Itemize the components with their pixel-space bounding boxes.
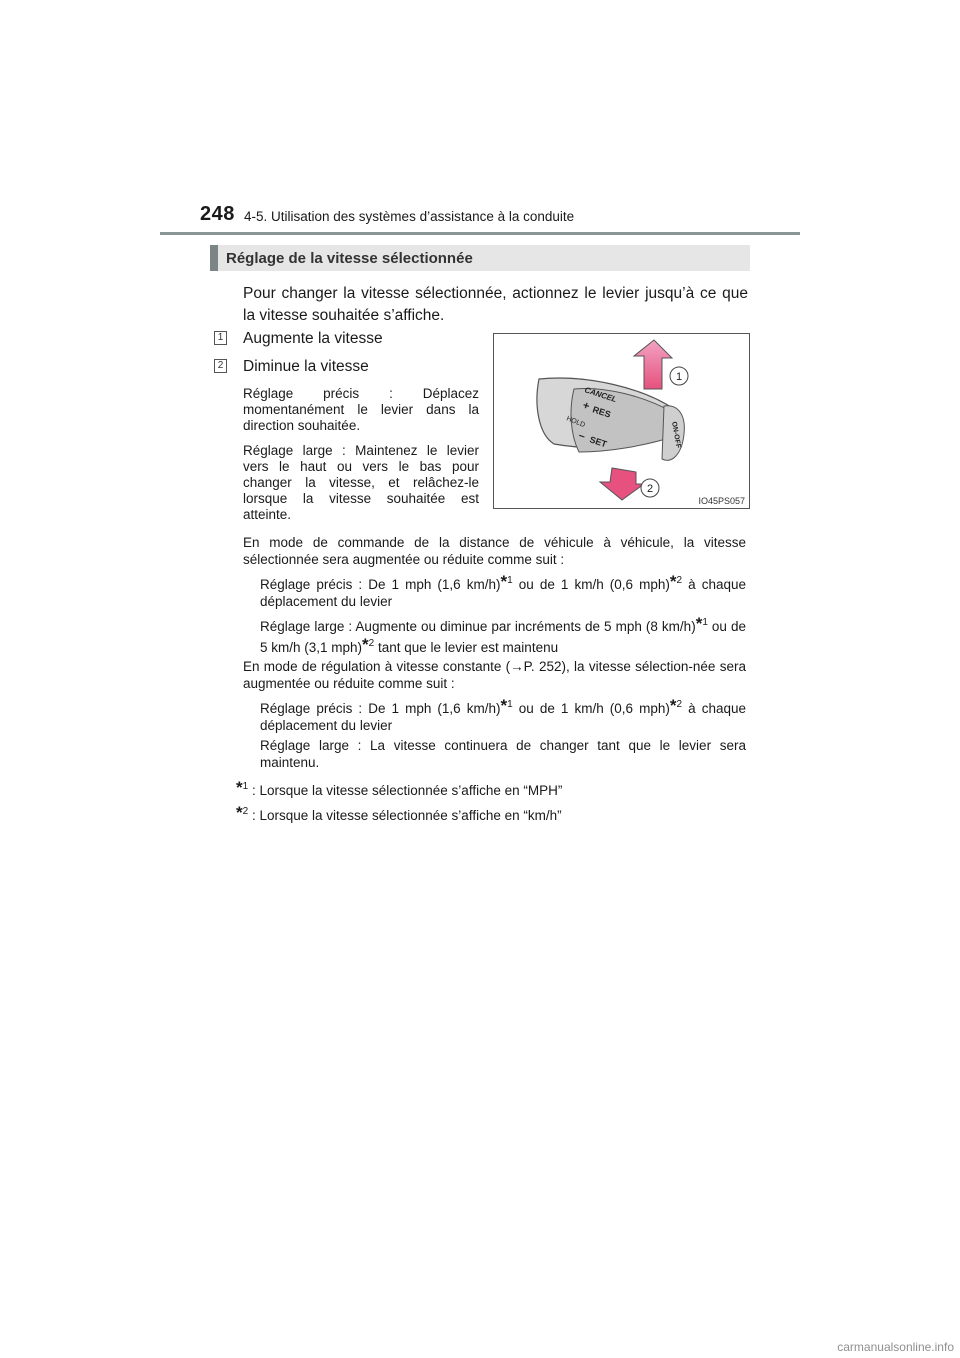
radar-mode-intro: En mode de commande de la distance de véhicule à véhicule, la vitesse sélectionnée sera augmentée ou réduite comme suit : [243, 535, 746, 567]
page-number: 248 [200, 203, 235, 225]
plus-label: + [581, 399, 591, 413]
item-number-2: 2 [214, 359, 227, 373]
watermark: carmanualsonline.info [837, 1340, 954, 1354]
radar-coarse-adjust: Réglage large : Augmente ou diminue par incréments de 5 mph (8 km/h)*$^1$ ou de 5 km/h (3,1 mph)*$^2$ tant que le levier est maintenu [260, 614, 746, 655]
hold-label: HOLD [565, 415, 586, 430]
set-label: SET [588, 434, 609, 450]
down-arrow-icon [600, 468, 644, 500]
lever-face-shape [571, 388, 676, 452]
item-number-1: 1 [214, 331, 227, 345]
footnote-1: *$^1$ : Lorsque la vitesse sélectionnée s’affiche en “MPH” [236, 778, 563, 798]
item-text-increase: Augmente la vitesse [243, 330, 383, 347]
callout-1: 1 [675, 371, 683, 383]
constant-mode-intro: En mode de régulation à vitesse constante (→P. 252), la vitesse sélection-née sera augmentée ou réduite comme suit : [243, 659, 746, 691]
figure-code: IO45PS057 [698, 496, 745, 506]
lever-figure [493, 333, 750, 509]
res-label: RES [591, 404, 613, 420]
footnote-2: *$^2$ : Lorsque la vitesse sélectionnée s’affiche en “km/h” [236, 803, 562, 823]
constant-coarse-adjust: Réglage large : La vitesse continuera de changer tant que le levier sera maintenu. [260, 738, 746, 770]
constant-fine-adjust: Réglage précis : De 1 mph (1,6 km/h)*$^1$ ou de 1 km/h (0,6 mph)*$^2$ à chaque déplacement du levier [260, 696, 746, 733]
detail-fine-adjust: Réglage précis : Déplacez momentanément le levier dans la direction souhaitée. [243, 386, 479, 433]
header-rule [160, 232, 800, 235]
radar-fine-adjust: Réglage précis : De 1 mph (1,6 km/h)*$^1$ ou de 1 km/h (0,6 mph)*$^2$ à chaque déplacement du levier [260, 572, 746, 609]
callout-2: 2 [646, 483, 654, 495]
minus-label: – [577, 429, 587, 443]
detail-coarse-adjust: Réglage large : Maintenez le levier vers le haut ou vers le bas pour changer la vitesse, et relâchez-le lorsque la vitesse souhaitée est atteinte. [243, 443, 479, 522]
item-text-decrease: Diminue la vitesse [243, 358, 369, 375]
section-heading: Réglage de la vitesse sélectionnée [210, 245, 750, 271]
section-intro: Pour changer la vitesse sélectionnée, actionnez le levier jusqu’à ce que la vitesse souhaitée s’affiche. [243, 285, 748, 324]
cancel-label: CANCEL [583, 385, 618, 405]
cruise-lever-illustration [494, 334, 749, 508]
on-off-label: ON-OFF [670, 421, 682, 449]
chapter-title: 4-5. Utilisation des systèmes d’assistance à la conduite [244, 209, 575, 224]
up-arrow-icon [634, 340, 672, 389]
